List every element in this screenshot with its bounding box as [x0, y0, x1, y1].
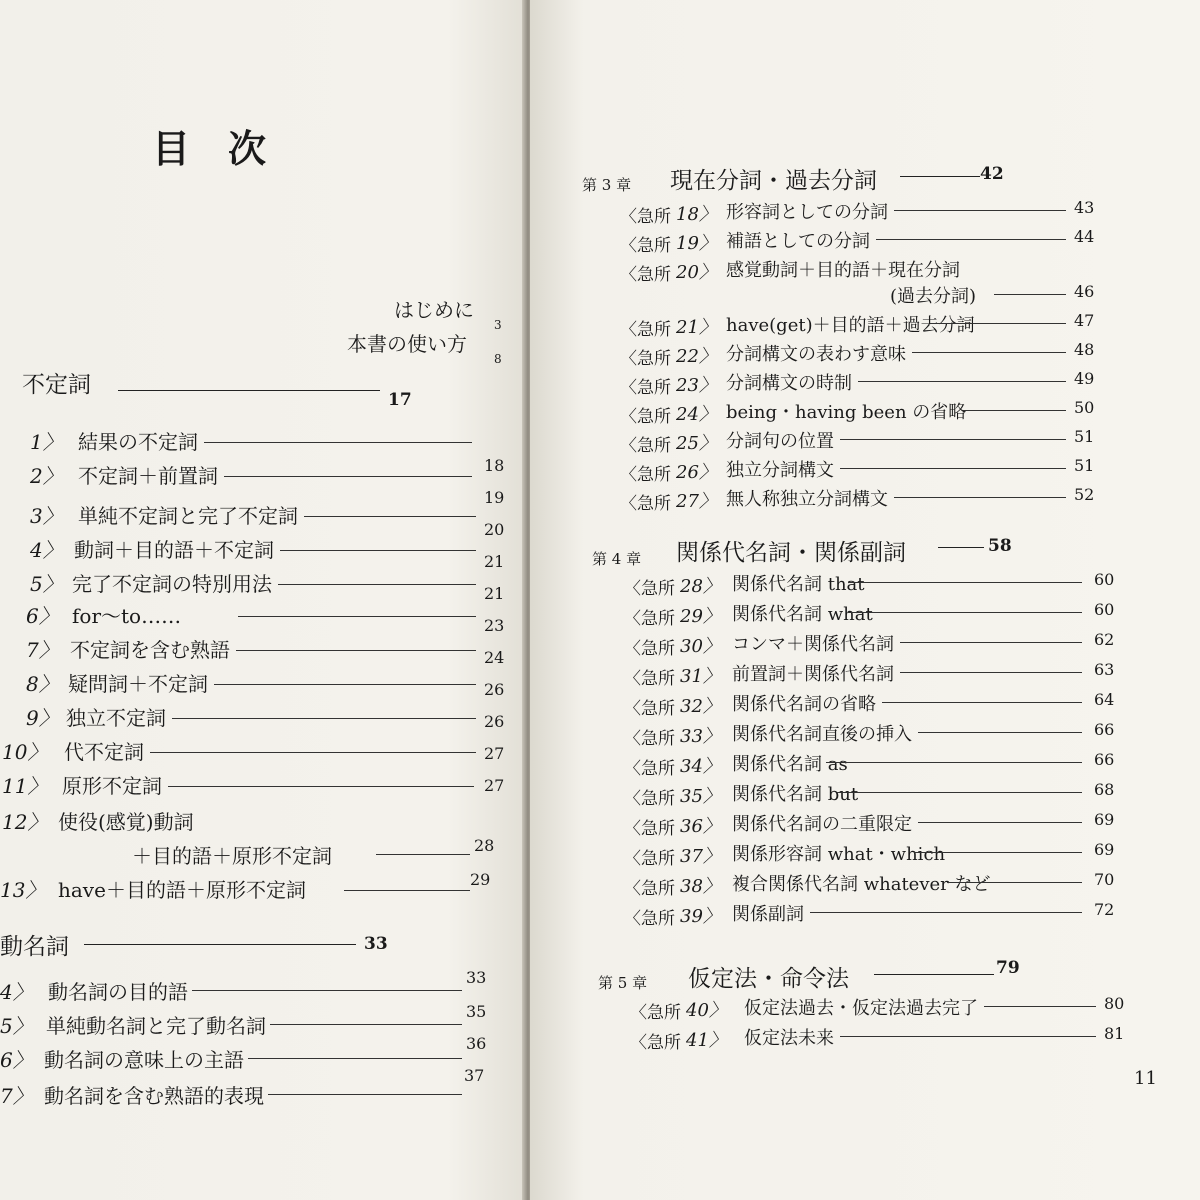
entry-kanji-label: 〈急所	[624, 639, 675, 659]
entry-page: 48	[1074, 340, 1095, 359]
entry-title: 形容詞としての分詞	[726, 202, 888, 223]
entry-title: 動名詞の目的語	[48, 980, 188, 1004]
entry-title: 独立不定詞	[66, 706, 166, 730]
leader-line	[840, 439, 1066, 440]
leader-line	[914, 852, 1082, 853]
entry-page: 29	[470, 870, 491, 889]
entry-page: 43	[1074, 198, 1095, 217]
entry-page: 26	[484, 680, 505, 699]
entry-title: 代不定詞	[64, 740, 144, 764]
entry-title: コンマ＋関係代名詞	[732, 634, 894, 655]
entry-kanji-label: 〈急所	[620, 320, 671, 340]
entry-page: 81	[1104, 1024, 1125, 1043]
entry-page: 60	[1094, 570, 1115, 589]
entry-page: 62	[1094, 630, 1115, 649]
right-page	[530, 0, 1200, 1200]
entry-number: 8〉	[26, 672, 59, 696]
entry-title: 動詞＋目的語＋不定詞	[74, 538, 274, 562]
entry-kanji-label: 〈急所	[624, 819, 675, 839]
entry-title: 原形不定詞	[62, 774, 162, 798]
entry-title: 関係形容詞 what・which	[732, 844, 946, 865]
leader-line	[810, 912, 1082, 913]
leader-line	[236, 650, 476, 651]
entry-title: 関係代名詞の二重限定	[732, 814, 912, 835]
leader-line	[118, 390, 380, 391]
front-item-page: 8	[494, 352, 502, 366]
entry-page: 66	[1094, 720, 1115, 739]
leader-line	[238, 616, 476, 617]
entry-page: 52	[1074, 485, 1095, 504]
entry-number: 6〉	[0, 1048, 33, 1072]
entry-title: being・having been の省略	[726, 402, 967, 423]
entry-number: 33〉	[680, 726, 721, 747]
chapter-title: 動名詞	[0, 934, 69, 960]
entry-title: for～to……	[72, 604, 182, 628]
leader-line	[947, 882, 1082, 883]
entry-number: 31〉	[680, 666, 721, 687]
entry-number: 35〉	[680, 786, 721, 807]
entry-title: 仮定法過去・仮定法過去完了	[744, 998, 978, 1019]
leader-line	[192, 990, 462, 991]
entry-title: 関係代名詞 but	[732, 784, 859, 805]
entry-number: 30〉	[680, 636, 721, 657]
entry-number: 6〉	[26, 604, 59, 628]
entry-page: 21	[484, 552, 505, 571]
entry-kanji-label: 〈急所	[624, 699, 675, 719]
entry-kanji-label: 〈急所	[624, 579, 675, 599]
leader-line	[270, 1024, 462, 1025]
entry-number: 23〉	[676, 375, 717, 396]
leader-line	[938, 547, 984, 548]
leader-line	[882, 702, 1082, 703]
entry-page: 49	[1074, 369, 1095, 388]
chapter-prefix: 第 5 章	[598, 974, 648, 992]
entry-page: 68	[1094, 780, 1115, 799]
leader-line	[848, 582, 1082, 583]
entry-title: 感覚動詞＋目的語＋現在分詞	[726, 260, 960, 281]
entry-number: 26〉	[676, 462, 717, 483]
leader-line	[248, 1058, 462, 1059]
entry-page: 18	[484, 456, 505, 475]
entry-title: 単純不定詞と完了不定詞	[78, 504, 298, 528]
entry-page: 70	[1094, 870, 1115, 889]
entry-title: 分詞句の位置	[726, 431, 834, 452]
front-item-page: 3	[494, 318, 502, 332]
entry-page: 27	[484, 744, 505, 763]
chapter-prefix: 第 3 章	[582, 176, 632, 194]
chapter-page: 17	[388, 390, 412, 410]
chapter-title: 不定詞	[22, 372, 91, 398]
entry-kanji-label: 〈急所	[624, 759, 675, 779]
leader-line	[918, 822, 1082, 823]
entry-number: 12〉	[2, 810, 48, 834]
leader-line	[900, 672, 1082, 673]
leader-line	[280, 550, 476, 551]
entry-kanji-label: 〈急所	[620, 494, 671, 514]
entry-page: 44	[1074, 227, 1095, 246]
leader-line	[918, 732, 1082, 733]
leader-line	[840, 1036, 1096, 1037]
entry-number: 19〉	[676, 233, 717, 254]
entry-title-continued: ＋目的語＋原形不定詞	[132, 844, 332, 868]
entry-page: 51	[1074, 427, 1095, 446]
entry-number: 38〉	[680, 876, 721, 897]
entry-title: 関係副詞	[732, 904, 804, 925]
leader-line	[840, 468, 1066, 469]
page-number: 11	[1134, 1068, 1157, 1089]
leader-line	[848, 612, 1082, 613]
entry-page: 36	[466, 1034, 487, 1053]
entry-title: 関係代名詞 as	[732, 754, 848, 775]
leader-line	[204, 442, 472, 443]
entry-kanji-label: 〈急所	[624, 849, 675, 869]
entry-number: 25〉	[676, 433, 717, 454]
entry-number: 21〉	[676, 317, 717, 338]
leader-line	[376, 854, 470, 855]
entry-page: 23	[484, 616, 505, 635]
entry-kanji-label: 〈急所	[620, 465, 671, 485]
entry-page: 60	[1094, 600, 1115, 619]
leader-line	[168, 786, 474, 787]
entry-page: 26	[484, 712, 505, 731]
entry-kanji-label: 〈急所	[620, 436, 671, 456]
entry-number: 13〉	[0, 878, 46, 902]
entry-page: 37	[464, 1066, 485, 1085]
leader-line	[894, 497, 1066, 498]
front-item-label: はじめに	[394, 298, 474, 322]
entry-title: 関係代名詞 that	[732, 574, 865, 595]
entry-page: 46	[1074, 282, 1095, 301]
entry-title-continued: (過去分詞)	[890, 286, 977, 307]
chapter-page: 79	[996, 958, 1020, 978]
entry-kanji-label: 〈急所	[630, 1003, 681, 1023]
leader-line	[172, 718, 476, 719]
entry-title: 関係代名詞 what	[732, 604, 873, 625]
chapter-title: 関係代名詞・関係副詞	[676, 540, 906, 566]
leader-line	[874, 974, 994, 975]
leader-line	[858, 381, 1066, 382]
entry-number: 10〉	[2, 740, 48, 764]
entry-number: 3〉	[30, 504, 63, 528]
entry-page: 27	[484, 776, 505, 795]
entry-kanji-label: 〈急所	[630, 1033, 681, 1053]
chapter-page: 58	[988, 536, 1012, 556]
chapter-prefix: 第 4 章	[592, 550, 642, 568]
entry-title: 分詞構文の表わす意味	[726, 344, 906, 365]
entry-page: 51	[1074, 456, 1095, 475]
entry-page: 63	[1094, 660, 1115, 679]
entry-page: 28	[474, 836, 495, 855]
entry-number: 36〉	[680, 816, 721, 837]
leader-line	[912, 352, 1066, 353]
entry-kanji-label: 〈急所	[620, 207, 671, 227]
entry-kanji-label: 〈急所	[620, 349, 671, 369]
entry-number: 7〉	[26, 638, 59, 662]
entry-page: 47	[1074, 311, 1095, 330]
entry-page: 21	[484, 584, 505, 603]
entry-number: 18〉	[676, 204, 717, 225]
entry-title: 補語としての分詞	[726, 231, 870, 252]
entry-title: have＋目的語＋原形不定詞	[58, 878, 306, 902]
front-item-label: 本書の使い方	[347, 332, 467, 356]
chapter-title: 仮定法・命令法	[688, 966, 849, 992]
entry-kanji-label: 〈急所	[624, 879, 675, 899]
entry-number: 40〉	[686, 1000, 727, 1021]
entry-number: 29〉	[680, 606, 721, 627]
entry-kanji-label: 〈急所	[624, 789, 675, 809]
leader-line	[224, 476, 472, 477]
chapter-page: 33	[364, 934, 388, 954]
leader-line	[214, 684, 476, 685]
entry-title: 分詞構文の時制	[726, 373, 852, 394]
leader-line	[900, 176, 980, 177]
entry-number: 32〉	[680, 696, 721, 717]
entry-page: 69	[1094, 810, 1115, 829]
entry-page: 64	[1094, 690, 1115, 709]
entry-kanji-label: 〈急所	[620, 236, 671, 256]
entry-number: 34〉	[680, 756, 721, 777]
leader-line	[876, 239, 1066, 240]
entry-title: 不定詞＋前置詞	[78, 464, 218, 488]
entry-title: 結果の不定詞	[78, 430, 198, 454]
entry-title: 単純動名詞と完了動名詞	[46, 1014, 266, 1038]
leader-line	[930, 323, 1066, 324]
entry-page: 19	[484, 488, 505, 507]
entry-kanji-label: 〈急所	[624, 609, 675, 629]
toc-title: 目 次	[152, 126, 267, 171]
entry-page: 69	[1094, 840, 1115, 859]
entry-page: 50	[1074, 398, 1095, 417]
entry-number: 27〉	[676, 491, 717, 512]
entry-title: 複合関係代名詞 whatever など	[732, 874, 991, 895]
entry-number: 22〉	[676, 346, 717, 367]
entry-title: 動名詞の意味上の主語	[44, 1048, 244, 1072]
entry-page: 33	[466, 968, 487, 987]
entry-page: 72	[1094, 900, 1115, 919]
entry-title: 完了不定詞の特別用法	[72, 572, 272, 596]
leader-line	[984, 1006, 1096, 1007]
leader-line	[278, 584, 476, 585]
entry-number: 5〉	[30, 572, 63, 596]
entry-page: 80	[1104, 994, 1125, 1013]
entry-page: 24	[484, 648, 505, 667]
entry-title: 関係代名詞の省略	[732, 694, 876, 715]
entry-title: 動名詞を含む熟語的表現	[44, 1084, 264, 1108]
entry-number: 5〉	[0, 1014, 33, 1038]
entry-title: 仮定法未来	[744, 1028, 834, 1049]
entry-number: 7〉	[0, 1084, 33, 1108]
entry-page: 20	[484, 520, 505, 539]
entry-kanji-label: 〈急所	[624, 729, 675, 749]
leader-line	[826, 762, 1082, 763]
entry-title: 使役(感覚)動詞	[58, 810, 194, 834]
leader-line	[268, 1094, 462, 1095]
chapter-page: 42	[980, 164, 1004, 184]
entry-title: 不定詞を含む熟語	[70, 638, 230, 662]
chapter-title: 現在分詞・過去分詞	[670, 168, 877, 194]
leader-line	[84, 944, 356, 945]
leader-line	[304, 516, 476, 517]
entry-number: 4〉	[0, 980, 33, 1004]
entry-number: 9〉	[26, 706, 59, 730]
leader-line	[150, 752, 476, 753]
entry-number: 2〉	[30, 464, 63, 488]
entry-kanji-label: 〈急所	[620, 265, 671, 285]
entry-page: 66	[1094, 750, 1115, 769]
entry-title: 前置詞＋関係代名詞	[732, 664, 894, 685]
leader-line	[900, 642, 1082, 643]
entry-number: 1〉	[30, 430, 63, 454]
entry-number: 37〉	[680, 846, 721, 867]
entry-kanji-label: 〈急所	[624, 669, 675, 689]
entry-number: 24〉	[676, 404, 717, 425]
leader-line	[837, 792, 1082, 793]
entry-number: 20〉	[676, 262, 717, 283]
leader-line	[994, 294, 1066, 295]
entry-kanji-label: 〈急所	[624, 909, 675, 929]
entry-title: 無人称独立分詞構文	[726, 489, 888, 510]
entry-title: 独立分詞構文	[726, 460, 834, 481]
entry-title: 関係代名詞直後の挿入	[732, 724, 912, 745]
entry-title: 疑問詞＋不定詞	[68, 672, 208, 696]
entry-title: have(get)＋目的語＋過去分詞	[726, 315, 975, 336]
entry-number: 41〉	[686, 1030, 727, 1051]
entry-kanji-label: 〈急所	[620, 407, 671, 427]
leader-line	[894, 210, 1066, 211]
entry-number: 4〉	[30, 538, 63, 562]
leader-line	[963, 410, 1066, 411]
entry-number: 11〉	[2, 774, 48, 798]
leader-line	[344, 890, 470, 891]
entry-kanji-label: 〈急所	[620, 378, 671, 398]
left-page	[0, 0, 526, 1200]
entry-number: 39〉	[680, 906, 721, 927]
entry-number: 28〉	[680, 576, 721, 597]
entry-page: 35	[466, 1002, 487, 1021]
